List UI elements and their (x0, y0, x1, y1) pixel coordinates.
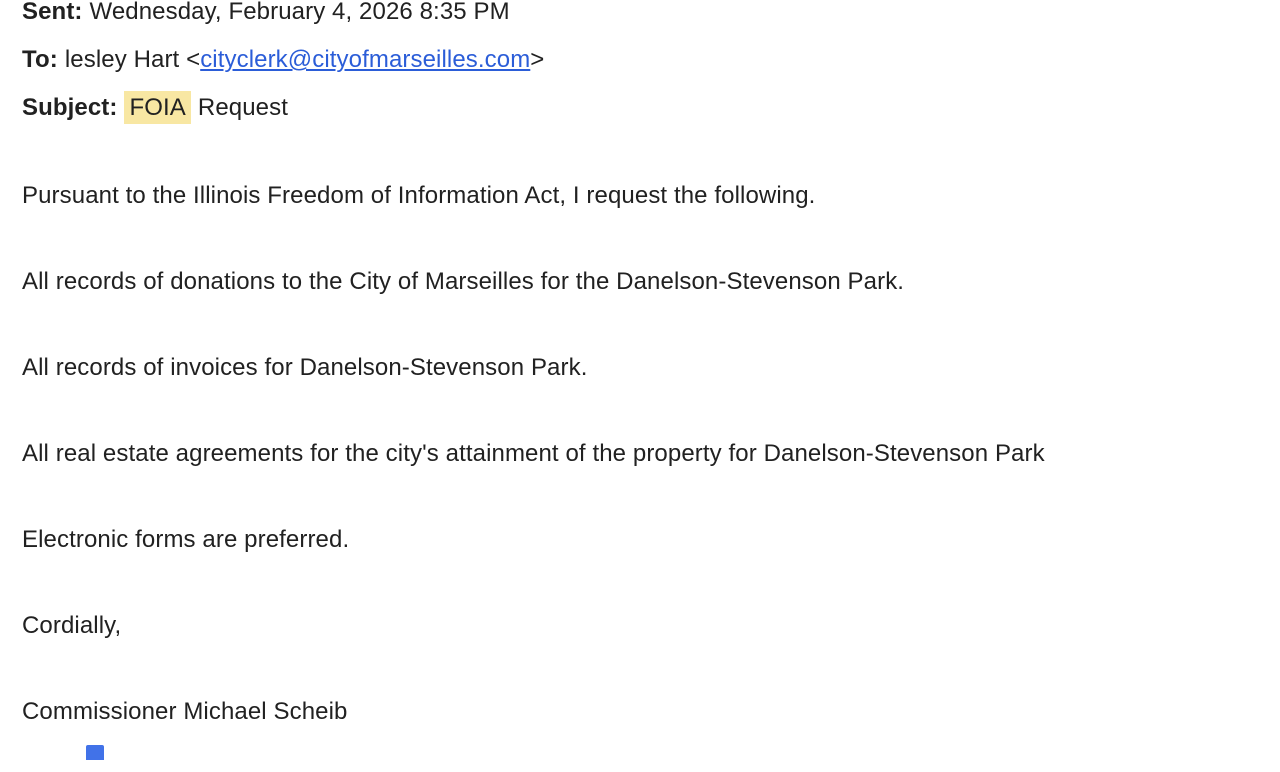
body-paragraph: All records of donations to the City of Marseilles for the Danelson-Stevenson Park. (22, 268, 905, 295)
clipped-blue-element (86, 745, 104, 760)
to-label: To: (22, 46, 58, 73)
sent-line (22, 0, 1258, 36)
subject-highlighted-term: FOIA (124, 91, 190, 124)
recipient-email-link[interactable]: cityclerk@cityofmarseilles.com (200, 46, 531, 73)
subject-line (22, 84, 1258, 132)
to-line (22, 36, 1258, 84)
body-paragraph: Pursuant to the Illinois Freedom of Information Act, I request the following. (22, 182, 816, 209)
body-paragraph: All records of invoices for Danelson-Stevenson Park. (22, 354, 588, 381)
sent-value: Wednesday, February 4, 2026 8:35 PM (89, 0, 510, 25)
subject-label: Subject: (22, 94, 118, 121)
sent-label: Sent: (22, 0, 83, 25)
signoff-paragraph: Cordially, (22, 612, 122, 639)
signature-paragraph: Commissioner Michael Scheib (22, 698, 348, 725)
to-suffix: > (530, 46, 545, 73)
to-recipient-name: lesley Hart < (64, 46, 201, 73)
body-paragraph: All real estate agreements for the city's attainment of the property for Danelson-Stevenson Park (22, 440, 1045, 467)
email-header (22, 0, 1258, 132)
body-paragraph: Electronic forms are preferred. (22, 526, 350, 553)
subject-rest: Request (197, 94, 288, 121)
email-body (22, 181, 1258, 727)
